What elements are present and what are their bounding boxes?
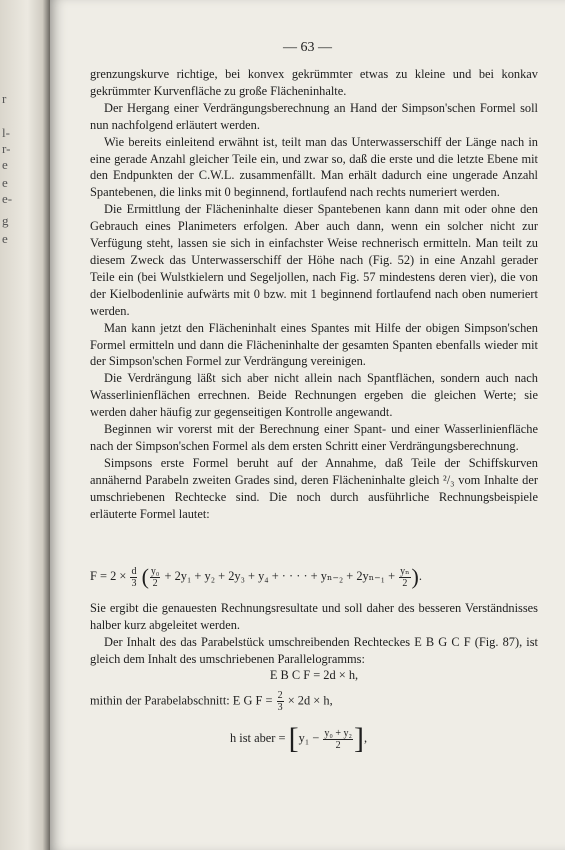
book-page [50,0,565,850]
paragraph: Man kann jetzt den Flächeninhalt eines Spantes mit Hilfe der obigen Simpson'schen Formel ermitteln und dann die Flächeninhalte der gesamten Spanten ebenfalls wieder mit der Simpson'schen Formel zur Verdrängung vereinigen. [90,320,538,369]
gutter-mark: e [2,157,8,172]
formula-line: E B C F = 2d × h, [269,668,359,682]
formula-lhs: F = 2 × [90,569,127,584]
gutter-mark: e [2,231,8,246]
fraction-d-over-3: $\frac{d}{3}$ [131,566,137,589]
gutter-mark: e [2,175,8,190]
gutter-mark: r- [2,141,11,156]
formula-middle: + 2y₁ + y₂ + 2y₃ + y₄ + · · · · + yₙ₋₂ + 2yₙ₋₁ + [164,569,396,584]
paragraph: Der Inhalt des das Parabelstück umschreibenden Rechteckes E B G C F (Fig. 87), ist gleich dem Inhalt des umschriebenen Parallelogramms: [90,634,538,666]
formula-inner: y₁ − [298,730,320,745]
fraction-y0-over-2: $\frac{\text{y₀}}{2}$ [150,566,160,589]
paragraph: Die Verdrängung läßt sich aber nicht allein nach Spantflächen, sondern auch nach Wasserlinienflächen errechnen. Beide Rechnungen ergeben die gleichen Werte; sie werden daher häufig zur gegenseitigen Kontrolle angewandt. [90,371,538,420]
formula-line [90,564,422,590]
paren-open: ( [141,564,149,590]
paragraph: grenzungskurve richtige, bei konvex gekrümmter etwas zu kleine und bei konkav gekrümmter Kurvenfläche zu große Flächeninhalte. [90,67,538,98]
formula-suffix: × 2d × h, [287,693,333,708]
fraction-y0-y2-over-2: $\frac{\text{y₀ + y₂}}{2}$ [324,727,352,751]
simpson-formula [90,566,538,589]
formula-prefix: mithin der Parabelabschnitt: E G F = [90,693,273,708]
formula-parabola [90,690,538,713]
paragraph: Der Hergang einer Verdrängungsberechnung an Hand der Simpson'schen Formel soll nun nachfolgend erläutert werden. [90,100,538,132]
page-number: — 63 — [283,40,332,55]
paren-close: ) [411,564,419,590]
paragraph: Simpsons erste Formel beruht auf der Annahme, daß Teile der Schiffskurven annähernd Parabeln zweiten Grades sind, deren Flächeninhalte gleich ²/₃ vom Inhalte der umschriebenen Rechtecke sind. Die noch durch ausführliche Rechnungsbeispiele erläuterte Formel lautet: [90,455,538,521]
bracket-close: ] [353,722,364,755]
body-text [90,66,538,522]
formula-end: . [418,569,422,584]
fraction-two-thirds: $\frac{2}{3}$ [277,690,283,713]
formula-h [90,724,538,754]
formula-prefix: h ist aber = [230,730,286,745]
fraction-yn-over-2: $\frac{\text{yₙ}}{2}$ [400,566,410,589]
formula-rectangle [90,668,538,683]
gutter-mark: g [2,213,9,228]
left-page-gutter [0,0,50,850]
formula-suffix: , [363,730,368,745]
paragraph: Beginnen wir vorerst mit der Berechnung einer Spant- und einer Wasserlinienfläche nach der Simpson'schen Formel als dem ersten Schritt einer Verdrängungsberechnung. [90,422,538,453]
body-text-2 [90,600,538,668]
gutter-mark: e- [2,191,13,206]
gutter-mark: l- [2,125,10,140]
gutter-mark: r [2,91,7,106]
paragraph: Die Ermittlung der Flächeninhalte dieser Spantebenen kann dann mit oder ohne den Gebrauch eines Planimeters erfolgen. Aber auch dann, wenn ein solcher nicht zur Verfügung steht, lassen sie sich in einfachster Weise rechnerisch ermitteln. Man teilt zu diesem Zweck das Unterwasserschiff der Höhe nach (Fig. 52) in eine Anzahl gerader Teile ein (bei Wulstkielern und Segeljollen, nach Fig. 57 mindestens deren vier), die von der Kielbodenlinie aufwärts mit 0 bzw. mit 1 beginnend fortlaufend nach oben numeriert werden. [90,202,538,318]
paragraph: Sie ergibt die genauesten Rechnungsresultate und soll daher des besseren Verständnisses halber kurz abgeleitet werden. [90,601,538,632]
bracket-open: [ [288,722,299,755]
paragraph: Wie bereits einleitend erwähnt ist, teilt man das Unterwasserschiff der Länge nach in eine gerade Anzahl gleicher Teile ein, und zwar so, daß die erste und die letzte Ebene mit den Endpunkten der C.W.L. zusammenfällt. Man erhält dadurch eine ungerade Anzahl Spantebenen, die links mit 0 beginnend, fortlaufend nach rechts numeriert werden. [90,134,538,200]
